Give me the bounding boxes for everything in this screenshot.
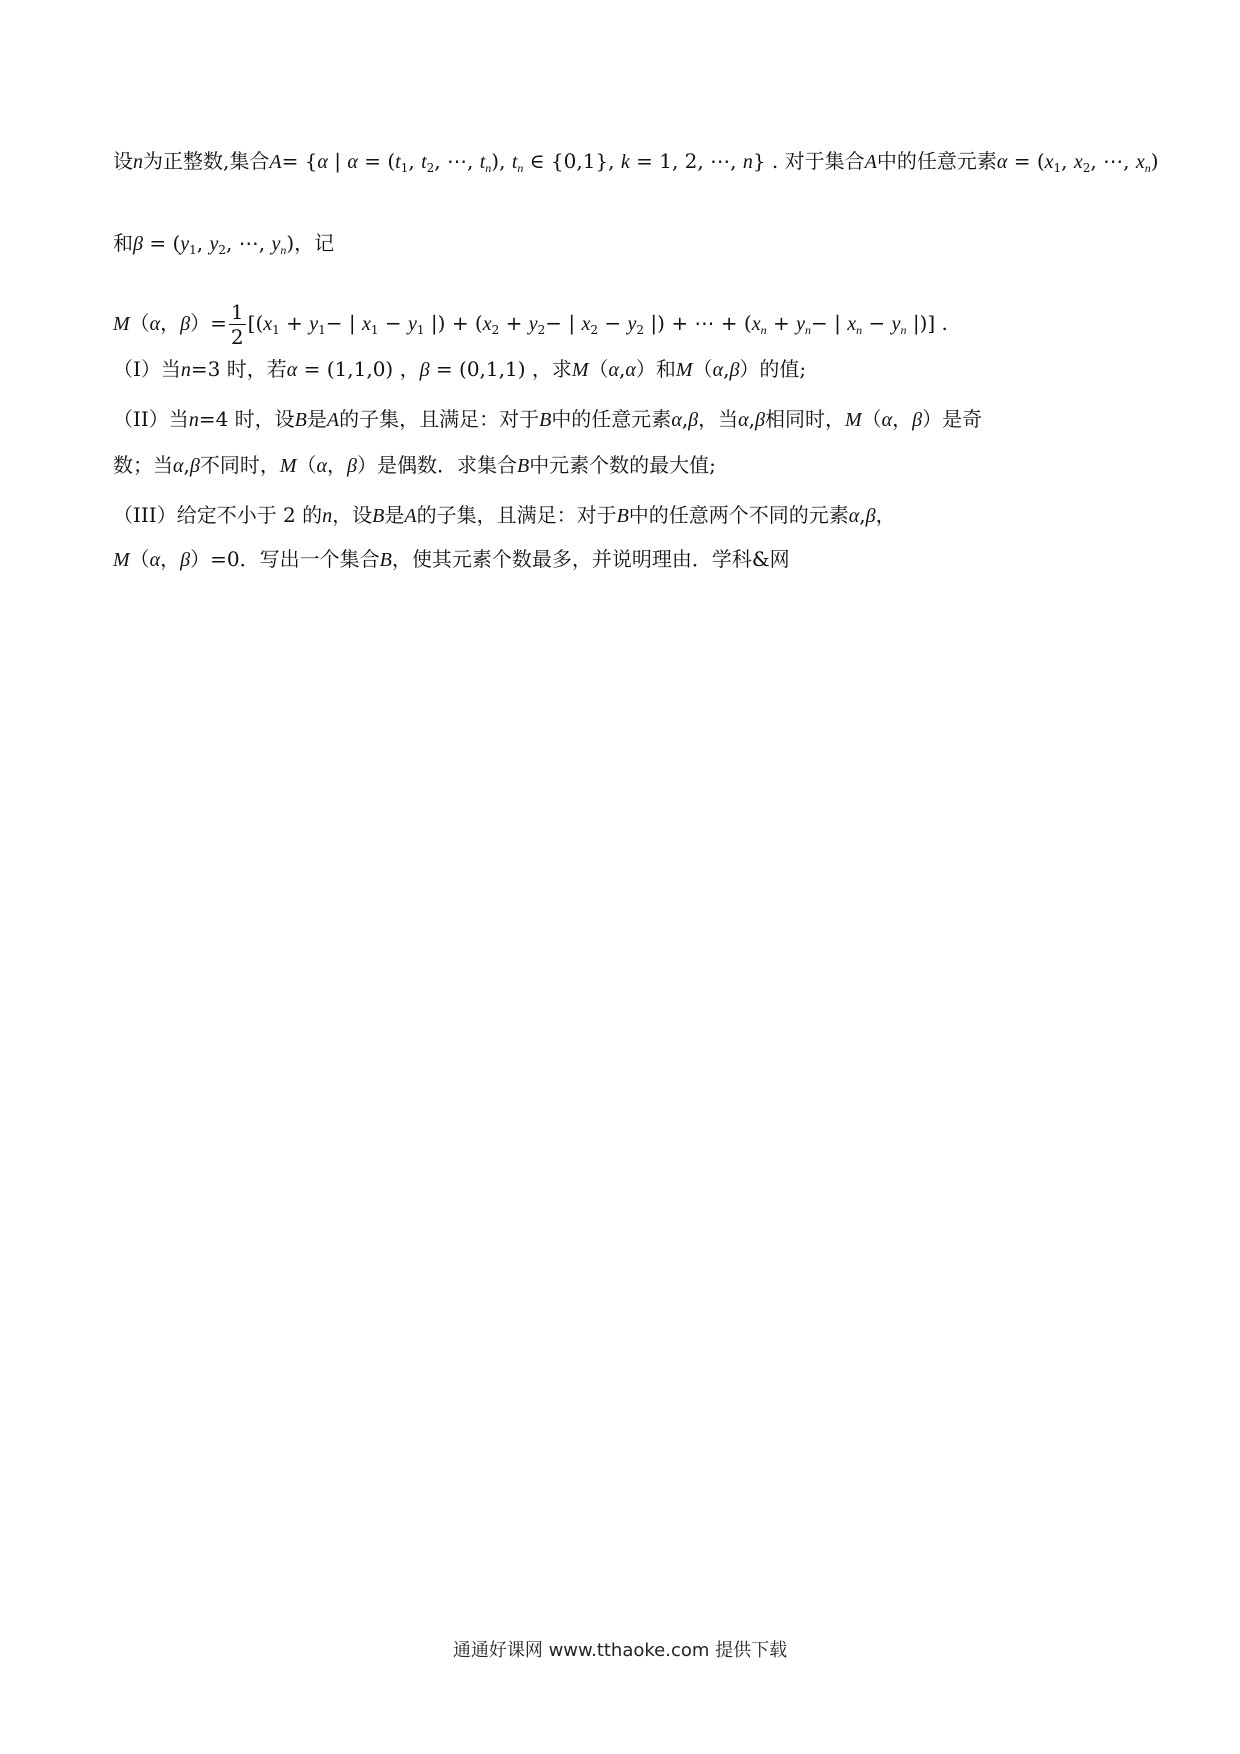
fraction-numerator: 1: [230, 300, 244, 324]
math-var: x: [751, 313, 761, 335]
math-var: β: [133, 233, 143, 255]
math-var: x: [1135, 151, 1145, 173]
text: ，: [892, 407, 913, 431]
math-var: n: [742, 151, 753, 173]
text: （: [129, 547, 150, 571]
text: − |: [325, 311, 363, 335]
text: ）是奇: [922, 407, 983, 431]
subscript: 2: [426, 161, 435, 175]
text: |: [327, 149, 348, 173]
math-var: M: [113, 313, 130, 335]
subscript: 2: [218, 243, 227, 257]
text: （II）当: [113, 407, 189, 431]
math-var: k: [620, 151, 630, 173]
math-var: α: [149, 313, 161, 335]
text: − |: [545, 311, 582, 335]
math-var: α: [317, 151, 328, 173]
math-var: β: [347, 455, 357, 477]
subscript: n: [760, 323, 767, 337]
text: −: [862, 311, 892, 335]
text: （I）当: [113, 357, 181, 381]
math-var: α: [996, 151, 1008, 173]
problem-line-2: [113, 228, 1180, 259]
text: +: [499, 311, 529, 335]
text: |) + ⋯ + (: [644, 311, 752, 335]
math-var: A: [326, 409, 340, 431]
text: 数；当: [113, 453, 173, 477]
text: ）和: [635, 357, 676, 381]
text: ,: [196, 231, 210, 255]
text: 为正整数,集合: [143, 149, 270, 173]
math-var: t: [395, 151, 401, 173]
text: ，: [875, 503, 896, 527]
text: ）是偶数．求集合: [356, 453, 517, 477]
text: = {: [281, 149, 318, 173]
math-var: y: [627, 313, 637, 335]
text: ）的值;: [739, 357, 807, 381]
math-var: α: [149, 549, 161, 571]
math-var: α: [881, 409, 893, 431]
text: ,: [619, 357, 626, 381]
text: ,: [1061, 149, 1074, 173]
math-var: α: [738, 409, 749, 431]
math-var: y: [309, 313, 319, 335]
math-var: α: [286, 359, 298, 381]
subscript: n: [900, 323, 907, 337]
math-var: α: [316, 455, 327, 477]
text: , ⋯,: [226, 231, 272, 255]
fraction: [229, 300, 246, 349]
math-var: M: [113, 549, 130, 571]
formula-line: [113, 295, 1180, 352]
text: ,: [408, 149, 422, 173]
math-var: y: [209, 233, 219, 255]
text: =3 时，若: [190, 357, 287, 381]
math-var: x: [1073, 151, 1083, 173]
text: ，: [327, 453, 347, 477]
math-var: t: [511, 151, 518, 173]
text: |)] .: [906, 311, 948, 335]
subscript: n: [485, 161, 492, 175]
text: ，使其元素个数最多，并说明理由．学科&网: [391, 547, 790, 571]
math-var: A: [404, 505, 417, 527]
math-var: y: [528, 313, 538, 335]
math-var: M: [844, 409, 862, 431]
part-2-line-1: [113, 404, 1180, 435]
math-var: B: [372, 505, 385, 527]
text: = (: [142, 231, 181, 255]
text: , ⋯,: [1090, 149, 1136, 173]
text: （III）给定不小于 2 的: [113, 503, 323, 527]
math-var: α: [608, 359, 620, 381]
math-var: y: [271, 233, 281, 255]
problem-line-1: [113, 146, 1180, 177]
math-var: B: [379, 549, 392, 571]
text: ，设: [332, 503, 373, 527]
math-var: α: [848, 505, 860, 527]
text: , ⋯,: [434, 149, 480, 173]
text: 中的任意元素: [551, 407, 672, 431]
math-var: y: [180, 233, 190, 255]
subscript: n: [1144, 161, 1151, 175]
text: |) + (: [424, 311, 483, 335]
math-var: n: [322, 505, 333, 527]
math-var: M: [571, 359, 589, 381]
math-var: α: [173, 455, 184, 477]
text: ,: [859, 503, 866, 527]
text: （: [296, 453, 317, 477]
math-var: β: [729, 359, 740, 381]
subscript: 2: [491, 323, 500, 337]
math-var: β: [189, 455, 200, 477]
part-1: [113, 354, 1180, 385]
math-var: β: [912, 409, 923, 431]
subscript: 1: [272, 323, 280, 337]
text: −: [378, 311, 409, 335]
text: = (: [1007, 149, 1045, 173]
text: +: [279, 311, 310, 335]
math-var: n: [180, 359, 191, 381]
math-var: β: [865, 505, 876, 527]
math-var: n: [133, 151, 143, 173]
subscript: 2: [590, 323, 599, 337]
math-var: B: [294, 409, 307, 431]
text: （: [861, 407, 882, 431]
text: 中元素个数的最大值;: [529, 453, 716, 477]
math-var: n: [188, 409, 199, 431]
math-var: x: [263, 313, 273, 335]
text: )，记: [286, 231, 335, 255]
text: = (0,1,1) ，求: [429, 357, 572, 381]
text: =4 时，设: [198, 407, 295, 431]
subscript: n: [804, 323, 811, 337]
text: +: [766, 311, 797, 335]
subscript: n: [856, 323, 863, 337]
page-footer: 通通好课网 www.tthaoke.com 提供下载: [452, 1640, 788, 1661]
text: （: [588, 357, 609, 381]
math-var: β: [688, 409, 699, 431]
part-3-line-2: [113, 544, 1180, 575]
text: 中的任意元素: [876, 149, 997, 173]
text: ,: [681, 407, 689, 431]
math-var: B: [539, 409, 552, 431]
text: 相同时，: [764, 407, 845, 431]
subscript: 2: [636, 323, 645, 337]
math-var: t: [421, 151, 427, 173]
text: = 1, 2, ⋯,: [629, 149, 743, 173]
part-3-line-1: [113, 500, 1180, 531]
text: ),: [491, 149, 512, 173]
text: ）=0．写出一个集合: [190, 547, 380, 571]
text: } . 对于集合: [752, 149, 865, 173]
text: ，: [160, 311, 181, 335]
text: 是: [384, 503, 405, 527]
math-var: β: [755, 409, 765, 431]
math-var: x: [482, 313, 492, 335]
text: 的子集，且满足：对于: [339, 407, 540, 431]
subscript: 2: [537, 323, 546, 337]
subscript: 1: [416, 323, 425, 337]
text: ,: [183, 453, 190, 477]
text: ∈ {0,1},: [523, 149, 621, 173]
subscript: n: [280, 243, 287, 257]
text: 的子集，且满足：对于: [416, 503, 617, 527]
text: ）=: [190, 311, 227, 335]
subscript: 1: [189, 243, 197, 257]
text: ,: [748, 407, 755, 431]
text: [(: [247, 311, 264, 335]
math-var: B: [616, 505, 629, 527]
text: −: [598, 311, 628, 335]
text: 设: [113, 149, 133, 173]
math-var: B: [516, 455, 530, 477]
subscript: 1: [400, 161, 409, 175]
math-var: M: [279, 455, 297, 477]
math-var: x: [581, 313, 591, 335]
math-var: α: [712, 359, 724, 381]
math-var: x: [847, 313, 857, 335]
math-var: y: [796, 313, 805, 335]
math-var: y: [891, 313, 901, 335]
subscript: n: [517, 161, 524, 175]
text: ): [1150, 149, 1159, 173]
fraction-denominator: 2: [230, 325, 244, 349]
text: ，: [160, 547, 181, 571]
math-var: A: [269, 151, 282, 173]
text: （: [129, 311, 150, 335]
text: 中的任意两个不同的元素: [628, 503, 849, 527]
text: = (: [357, 149, 396, 173]
math-var: y: [408, 313, 417, 335]
subscript: 1: [1053, 161, 1062, 175]
subscript: 2: [1082, 161, 1091, 175]
text: ,: [723, 357, 730, 381]
subscript: 1: [370, 323, 379, 337]
text: ，当: [698, 407, 739, 431]
math-var: x: [1044, 151, 1054, 173]
math-var: t: [479, 151, 486, 173]
text: 不同时，: [199, 453, 280, 477]
math-var: α: [671, 409, 682, 431]
text: − |: [810, 311, 848, 335]
part-2-line-2: [113, 450, 1180, 481]
math-var: x: [362, 313, 371, 335]
math-var: M: [675, 359, 693, 381]
text: = (1,1,0) ，: [297, 357, 420, 381]
math-var: α: [625, 359, 636, 381]
math-var: β: [180, 549, 191, 571]
text: （: [692, 357, 713, 381]
math-var: A: [864, 151, 877, 173]
math-var: α: [347, 151, 358, 173]
math-var: β: [419, 359, 430, 381]
subscript: 1: [318, 323, 326, 337]
math-var: β: [180, 313, 191, 335]
text: 和: [113, 231, 133, 255]
text: 是: [306, 407, 327, 431]
